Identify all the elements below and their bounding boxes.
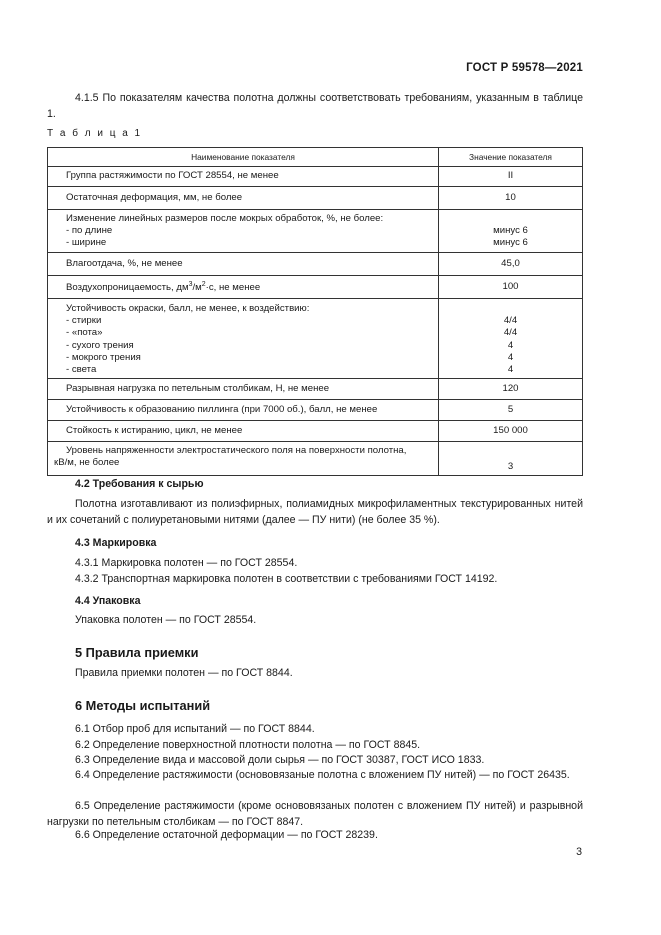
column-header-name: Наименование показателя	[48, 148, 439, 167]
table-row	[48, 167, 583, 187]
row-name: Влагоотдача, %, не менее	[48, 253, 439, 276]
row-name: Устойчивость окраски, балл, не менее, к воздействию: - стирки - «пота» - сухого трения - мокрого трения - света	[48, 299, 439, 379]
table-row	[48, 379, 583, 400]
indicators-table	[47, 147, 583, 476]
table-row	[48, 400, 583, 421]
intro-paragraph: 4.1.5 По показателям качества полотна должны соответствовать требованиям, указанным в таблице 1.	[47, 92, 583, 120]
row-name: Уровень напряженности электростатического поля на поверхности полотна, кВ/м, не более	[48, 442, 439, 476]
row-name: Группа растяжимости по ГОСТ 28554, не менее	[48, 167, 439, 187]
row-value: 10	[439, 187, 583, 210]
row-name: Устойчивость к образованию пиллинга (при 7000 об.), балл, не менее	[48, 400, 439, 421]
page-number: 3	[576, 846, 582, 858]
row-value: 5	[439, 400, 583, 421]
section-4-2-text: Полотна изготавливают из полиэфирных, полиамидных микрофиламентных текстурированных нитей и их сочетаний с полиуретановыми нитями (далее — ПУ нити) (не более 35 %).	[47, 498, 583, 526]
row-value: 120	[439, 379, 583, 400]
table-row	[48, 276, 583, 299]
row-name: Изменение линейных размеров после мокрых обработок, %, не более: - по длине - ширине	[48, 210, 439, 253]
section-4-3-heading: 4.3 Маркировка	[75, 537, 157, 549]
section-4-3-2: 4.3.2 Транспортная маркировка полотен в соответствии с требованиями ГОСТ 14192.	[75, 573, 498, 585]
row-value: 150 000	[439, 421, 583, 442]
row-value: II	[439, 167, 583, 187]
section-6-3: 6.3 Определение вида и массовой доли сырья — по ГОСТ 30387, ГОСТ ИСО 1833.	[75, 754, 485, 766]
row-name: Остаточная деформация, мм, не более	[48, 187, 439, 210]
table-header-row	[48, 148, 583, 167]
section-4-3-1: 4.3.1 Маркировка полотен — по ГОСТ 28554.	[75, 557, 298, 569]
table-caption: Т а б л и ц а 1	[47, 128, 143, 139]
section-6-heading: 6 Методы испытаний	[75, 698, 211, 713]
column-header-value: Значение показателя	[439, 148, 583, 167]
section-5-text: Правила приемки полотен — по ГОСТ 8844.	[75, 667, 293, 679]
section-6-6: 6.6 Определение остаточной деформации — по ГОСТ 28239.	[75, 829, 378, 841]
table-row	[48, 299, 583, 379]
table-row	[48, 421, 583, 442]
row-value: 3	[439, 442, 583, 476]
table-row	[48, 442, 583, 476]
section-4-4-heading: 4.4 Упаковка	[75, 595, 141, 607]
table-row	[48, 210, 583, 253]
row-value: 45,0	[439, 253, 583, 276]
row-name: Воздухопроницаемость, $дм^3/м^2\cdot с$, не менее	[48, 276, 439, 299]
row-value: минус 6 минус 6	[439, 210, 583, 253]
row-name: Стойкость к истиранию, цикл, не менее	[48, 421, 439, 442]
section-6-4: 6.4 Определение растяжимости (основовязаные полотна с вложением ПУ нитей) — по ГОСТ 26435.	[75, 769, 570, 781]
standard-code: ГОСТ Р 59578—2021	[466, 62, 583, 74]
row-value: 100	[439, 276, 583, 299]
row-name: Разрывная нагрузка по петельным столбикам, Н, не менее	[48, 379, 439, 400]
table-row	[48, 253, 583, 276]
section-6-2: 6.2 Определение поверхностной плотности полотна — по ГОСТ 8845.	[75, 739, 421, 751]
section-4-4-text: Упаковка полотен — по ГОСТ 28554.	[75, 614, 257, 626]
section-4-2-heading: 4.2 Требования к сырью	[75, 478, 204, 490]
section-5-heading: 5 Правила приемки	[75, 645, 199, 660]
section-6-5: 6.5 Определение растяжимости (кроме основовязаных полотен с вложением ПУ нитей) и разрывной нагрузки по петельным столбикам — по ГОСТ 8847.	[47, 800, 583, 828]
table-row	[48, 187, 583, 210]
section-6-1: 6.1 Отбор проб для испытаний — по ГОСТ 8844.	[75, 723, 315, 735]
row-value: 4/4 4/4 4 4 4	[439, 299, 583, 379]
